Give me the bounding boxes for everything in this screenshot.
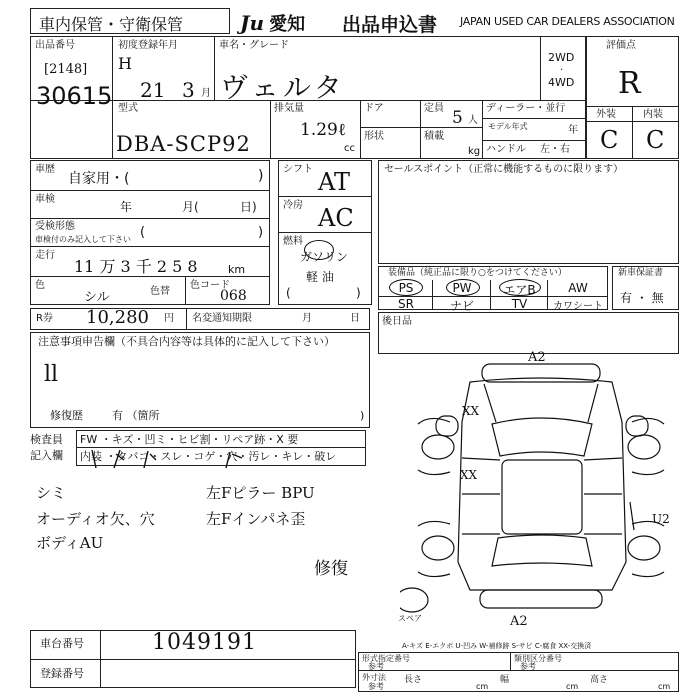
exterior-grade: C: [600, 126, 619, 154]
name-change-month: 月: [302, 313, 312, 324]
displacement-unit: cc: [344, 143, 355, 154]
mileage-value: 11 万 3 千 2 5 8: [74, 257, 198, 276]
load-label: 積載: [424, 131, 444, 142]
notes-mark: ll: [44, 362, 59, 387]
displacement-label: 排気量: [274, 103, 304, 114]
diagram-mark-rear: A2: [510, 614, 528, 629]
later-label: 後日品: [382, 316, 412, 327]
fuel-option-diesel: 軽 油: [306, 270, 334, 284]
shape-label: 形状: [364, 131, 384, 142]
size-sub: 参考: [368, 682, 384, 691]
registration-month: 3: [182, 78, 195, 102]
repair-label: 修復歴: [50, 409, 83, 422]
sales-point-label: セールスポイント（正常に機能するものに限ります）: [384, 164, 624, 175]
mileage-unit: km: [228, 263, 246, 276]
color-code-value: 068: [220, 288, 247, 304]
equip-aw: AW: [568, 281, 588, 295]
exterior-label: 外装: [596, 109, 616, 120]
repair-value: 有 （箇所: [112, 409, 160, 422]
notes-label: 注意事項申告欄（不具合内容等は具体的に記入して下さい）: [38, 335, 335, 348]
remark-line-1: シミ: [36, 484, 67, 502]
inspector-row-1: FW ・キズ・凹ミ・ヒビ割・リペア跡・X 要: [80, 433, 299, 446]
model-name-value: ヴェルタ: [220, 71, 346, 104]
inspector-label-1: 検査員: [30, 433, 63, 446]
equip-navi: ナビ: [449, 299, 474, 313]
equipment-label: 装備品（純正品に限り○をつけてください）: [388, 268, 567, 278]
mileage-label: 走行: [35, 250, 55, 261]
history-label: 車歴: [35, 164, 55, 175]
drive-4wd: 4WD: [548, 76, 575, 89]
color-code-label: 色コード: [190, 280, 230, 291]
width-label: 幅: [500, 675, 510, 685]
first-registration-label: 初度登録年月: [118, 40, 178, 51]
name-change-day: 日: [350, 313, 360, 324]
later-block: [378, 312, 679, 354]
equip-pw: PW: [452, 281, 472, 295]
remark-line-2: オーディオ欠、穴: [36, 510, 155, 528]
spare-label: スペア: [398, 614, 422, 623]
diagram-mark-front: A2: [528, 350, 546, 365]
inspection-day-unit: 日): [240, 200, 257, 214]
remark-line-3: ボディAU: [36, 534, 104, 552]
gasoline-circle-mark: [304, 240, 334, 260]
registration-year: 21: [140, 78, 166, 102]
form-title: 出品申込書: [342, 14, 438, 36]
registration-era: H: [118, 54, 132, 73]
capacity-value: 5: [452, 108, 463, 128]
type-value: DBA-SCP92: [116, 132, 251, 156]
receive-label: 受検形態: [35, 221, 75, 232]
handle-label: ハンドル: [486, 144, 526, 155]
ju-logo-text: 愛知: [269, 14, 306, 35]
diagram-mark-left-front: XX: [462, 404, 480, 418]
ju-logo-mark: Ju: [240, 11, 265, 35]
doors-label: ドア: [364, 103, 384, 114]
evaluation-score: R: [618, 66, 641, 101]
fuel-label: 燃料: [283, 236, 303, 247]
sales-point-block: [378, 160, 679, 264]
color-value: シル: [84, 290, 110, 305]
aircon-label: 冷房: [283, 200, 303, 211]
storage-badge-text: 車内保管・守衛保管: [39, 15, 184, 34]
cert-label: 形式指定番号: [362, 654, 410, 663]
plate-label: 登録番号: [40, 667, 84, 680]
drive-2wd: 2WD: [548, 51, 575, 64]
inspector-label-2: 記入欄: [30, 449, 63, 462]
airbag-circle-mark: [499, 279, 541, 296]
shift-value: AT: [318, 168, 351, 196]
recycle-value: 10,280: [86, 307, 149, 328]
class-sub: 参考: [520, 662, 536, 671]
history-block: [30, 160, 270, 305]
height-label: 高さ: [590, 675, 609, 685]
evaluation-label: 評価点: [606, 40, 636, 51]
color-label: 色: [35, 280, 45, 291]
model-year-unit: 年: [568, 125, 578, 136]
chassis-label: 車台番号: [40, 637, 84, 650]
load-unit: kg: [468, 146, 481, 157]
shift-label: シフト: [283, 164, 313, 175]
class-label: 類別区分番号: [514, 654, 562, 663]
receive-note: 車検付のみ記入して下さい: [35, 235, 131, 244]
size-label: 外寸法: [362, 673, 386, 682]
handle-options: 左・右: [540, 144, 570, 155]
diagram-mark-right: U2: [652, 512, 670, 526]
recycle-label: R券: [36, 313, 53, 324]
repair-close: ): [360, 409, 365, 422]
warranty-label: 新車保証書: [618, 268, 664, 278]
receive-open: (: [140, 225, 146, 240]
history-value: 自家用・(: [68, 171, 130, 187]
model-name-label: 車名・グレード: [219, 40, 289, 51]
warranty-options: 有 ・ 無: [620, 291, 664, 305]
storage-badge: [30, 8, 230, 34]
interior-label: 内装: [643, 109, 663, 120]
length-label: 長さ: [404, 675, 423, 685]
lot-number: 30615: [36, 82, 113, 110]
lot-sub-number: [2148]: [44, 62, 88, 77]
color-change-label: 色替: [150, 286, 170, 297]
dealer-label: ディーラー・並行: [486, 103, 566, 114]
fuel-open: (: [286, 286, 291, 300]
fuel-close: ): [356, 286, 361, 300]
capacity-label: 定員: [424, 103, 444, 114]
ps-circle-mark: [389, 279, 423, 296]
diagram-legend: A-キズ E-エクボ U-凹み W-補修跡 S-サビ C-腐食 XX-交換済: [402, 642, 592, 650]
recycle-unit: 円: [164, 313, 174, 324]
remark-right-2: 左Fインパネ歪: [206, 510, 306, 528]
remark-right-3: 修復: [314, 559, 348, 579]
capacity-unit: 人: [468, 115, 478, 126]
equip-sr: SR: [398, 297, 414, 311]
diagram-mark-center: XX: [460, 468, 478, 482]
length-unit: cm: [476, 682, 489, 691]
interior-grade: C: [646, 126, 665, 154]
car-body-diagram: [400, 352, 670, 622]
inspector-scribble: [80, 446, 280, 472]
inspection-month-unit: 月(: [182, 200, 199, 214]
drive-separator: ·: [560, 65, 564, 76]
aircon-value: AC: [318, 204, 354, 232]
history-close: ): [258, 168, 264, 184]
inspection-year-unit: 年: [120, 200, 133, 214]
equip-wseat: カワシート: [553, 301, 603, 312]
pw-circle-mark: [446, 279, 480, 296]
equip-airbag: エアB: [503, 283, 536, 297]
displacement-value: 1.29ℓ: [300, 120, 346, 140]
width-unit: cm: [566, 682, 579, 691]
model-year-label: モデル年式: [488, 122, 528, 131]
receive-close: ): [258, 225, 264, 240]
inspection-label: 車検: [35, 194, 55, 205]
registration-month-unit: 月: [201, 88, 211, 99]
name-change-label: 名変通知期限: [192, 313, 252, 324]
remark-right-1: 左Fピラー BPU: [206, 484, 315, 502]
inspector-row-2: 内装 ・タバコ・スレ・コゲ・穴・汚レ・キレ・破レ: [80, 450, 337, 463]
lot-number-label: 出品番号: [35, 40, 75, 51]
height-unit: cm: [658, 682, 671, 691]
type-label: 型式: [118, 103, 138, 114]
fuel-option-gasoline: ガソリン: [300, 250, 349, 264]
cert-sub: 参考: [368, 662, 384, 671]
ju-logo: [240, 10, 305, 36]
equip-ps: PS: [398, 281, 414, 295]
association-name: JAPAN USED CAR DEALERS ASSOCIATION: [460, 15, 675, 28]
chassis-value: 1049191: [152, 630, 257, 655]
equip-tv: TV: [511, 297, 528, 311]
